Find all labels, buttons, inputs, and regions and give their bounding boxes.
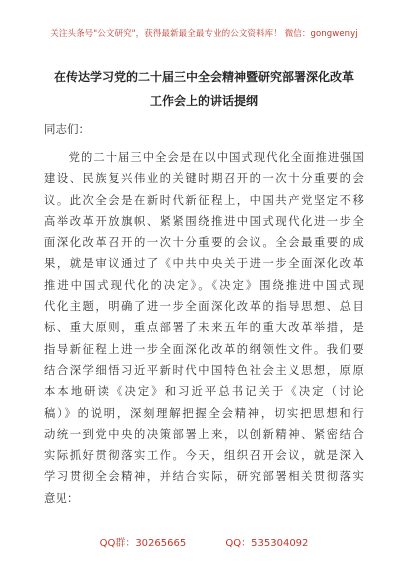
- body-line: 建设、民族复兴伟业的关键时期召开的一次十分重要的会: [44, 172, 364, 186]
- body-line: 意见：: [44, 491, 79, 505]
- body-line: 本本地研读《决定》和习近平总书记关于《决定（讨论: [44, 385, 364, 399]
- document-title-line2: 工作会上的讲话提纲: [149, 94, 258, 108]
- body-line: 党的二十届三中全会是在以中国式现代化全面推进强国: [44, 151, 364, 164]
- body-line: 学习贯彻全会精神，并结合实际，研究部署相关贯彻落实: [44, 470, 364, 484]
- body-line: 指导新征程上进一步全面深化改革的纲领性文件。我们要: [44, 342, 364, 356]
- document-title-line1: 在传达学习党的二十届三中全会精神暨研究部署深化改革: [53, 70, 354, 84]
- body-line: 实际抓好贯彻落实工作。今天，组织召开会议，就是深入: [44, 449, 364, 463]
- body-line: 代化主题，明确了进一步全面深化改革的指导思想、总目: [44, 300, 364, 314]
- footer-qq-group: QQ群：30265665: [99, 538, 187, 549]
- body-line: 动统一到党中央的决策部署上来，以创新精神、紧密结合: [44, 427, 364, 441]
- body-paragraph: [44, 147, 364, 509]
- header-banner: 关注头条号"公文研究"，获得最新最全最专业的公文资料库！ 微信：gongwenyj: [50, 29, 358, 39]
- footer-qq-number: QQ：535304092: [225, 538, 309, 549]
- body-line: 标、重大原则，重点部署了未来五年的重大改革举措，是: [44, 321, 364, 335]
- body-line: 果，就是审议通过了《中共中央关于进一步全面深化改革: [44, 257, 364, 271]
- body-line: 稿）》的说明，深刻理解把握全会精神，切实把思想和行: [44, 406, 364, 420]
- body-line: 推进中国式现代化的决定》。《决定》围绕推进中国式现: [44, 278, 364, 292]
- body-line: 面深化改革召开的一次十分重要的会议。全会最重要的成: [44, 236, 364, 250]
- body-line: 高举改革开放旗帜、紧紧围绕推进中国式现代化进一步全: [44, 214, 364, 228]
- body-line: 结合深学细悟习近平新时代中国特色社会主义思想，原原: [44, 363, 364, 377]
- body-line: 议。此次全会是在新时代新征程上，中国共产党坚定不移: [44, 193, 364, 207]
- salutation: 同志们：: [44, 122, 90, 136]
- footer-contact: [0, 534, 408, 549]
